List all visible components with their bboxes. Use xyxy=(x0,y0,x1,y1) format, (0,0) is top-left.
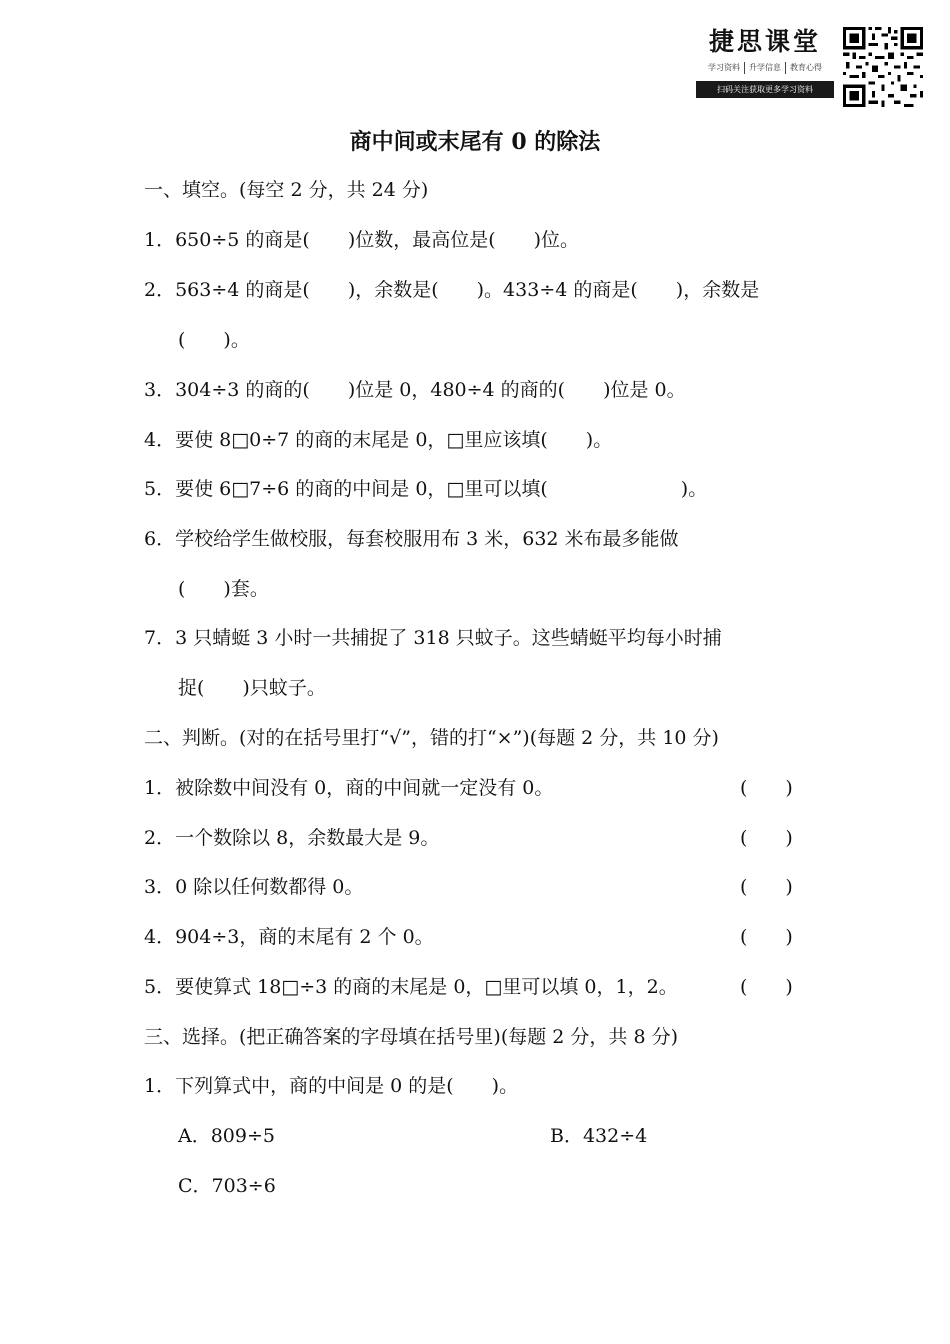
question-1-2-cont: ( )。 xyxy=(178,329,250,351)
section-heading-choice: 三、选择。(把正确答案的字母填在括号里)(每题 2 分，共 8 分) xyxy=(144,1026,678,1048)
question-1-7-cont: 捉( )只蚊子。 xyxy=(178,677,326,699)
brand-name: 捷思课堂 xyxy=(708,27,821,56)
judge-item-2: 2．一个数除以 8，余数最大是 9。 xyxy=(144,827,440,849)
question-1-6: 6．学校给学生做校服，每套校服用布 3 米，632 米布最多能做 xyxy=(144,528,679,550)
question-1-2: 2．563÷4 的商是( )，余数是( )。433÷4 的商是( )，余数是 xyxy=(144,279,760,301)
question-1-7: 7．3 只蜻蜓 3 小时一共捕捉了 318 只蚊子。这些蜻蜓平均每小时捕 xyxy=(144,627,722,649)
brand-tag: 升学信息 xyxy=(744,62,785,74)
choice-question-1: 1．下列算式中，商的中间是 0 的是( )。 xyxy=(144,1075,519,1097)
question-1-6-cont: ( )套。 xyxy=(178,578,269,600)
section-heading-fill-blank: 一、填空。(每空 2 分，共 24 分) xyxy=(144,179,429,201)
choice-option-c: C．703÷6 xyxy=(178,1175,276,1197)
judge-item-4: 4．904÷3，商的末尾有 2 个 0。 xyxy=(144,926,434,948)
page-title: 商中间或末尾有 0 的除法 xyxy=(349,129,601,155)
judge-item-5: 5．要使算式 18□÷3 的商的末尾是 0，□里可以填 0，1，2。 xyxy=(144,976,678,998)
brand-cta: 扫码关注获取更多学习资料 xyxy=(696,81,834,98)
choice-option-a: A．809÷5 xyxy=(178,1125,275,1147)
answer-paren: ( ) xyxy=(740,876,793,898)
question-1-3: 3．304÷3 的商的( )位是 0，480÷4 的商的( )位是 0。 xyxy=(144,379,686,401)
answer-paren: ( ) xyxy=(740,976,793,998)
answer-paren: ( ) xyxy=(740,777,793,799)
question-1-5: 5．要使 6□7÷6 的商的中间是 0，□里可以填( )。 xyxy=(144,478,708,500)
question-1-1: 1．650÷5 的商是( )位数，最高位是( )位。 xyxy=(144,229,580,251)
brand-tag: 学习资料 xyxy=(708,63,740,72)
brand-tag: 教育心得 xyxy=(785,62,826,74)
answer-paren: ( ) xyxy=(740,827,793,849)
answer-paren: ( ) xyxy=(740,926,793,948)
judge-item-1: 1．被除数中间没有 0，商的中间就一定没有 0。 xyxy=(144,777,554,799)
brand-tags xyxy=(696,62,834,74)
choice-option-b: B．432÷4 xyxy=(550,1125,648,1147)
judge-item-3: 3．0 除以任何数都得 0。 xyxy=(144,876,364,898)
question-1-4: 4．要使 8□0÷7 的商的末尾是 0，□里应该填( )。 xyxy=(144,429,613,451)
brand-block xyxy=(696,26,834,98)
section-heading-judge: 二、判断。(对的在括号里打“√”，错的打“×”)(每题 2 分，共 10 分) xyxy=(144,727,719,749)
qr-code-icon[interactable] xyxy=(843,27,923,107)
